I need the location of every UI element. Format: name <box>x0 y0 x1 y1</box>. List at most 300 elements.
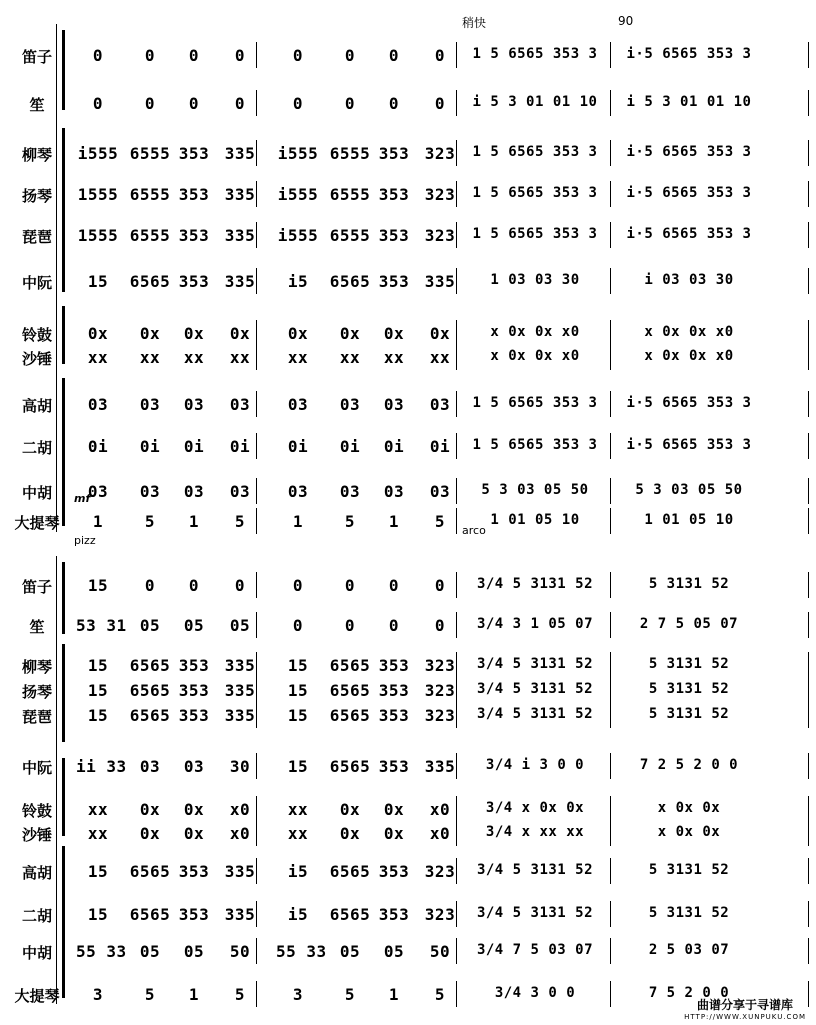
note-group: 15 <box>87 706 109 725</box>
arco-marking: arco <box>462 524 486 537</box>
staff-row <box>0 800 816 822</box>
note-group: i5 <box>287 862 309 881</box>
note-group: 1 <box>188 512 200 531</box>
note-group: 5 3131 52 <box>648 905 730 921</box>
note-group: 50 <box>429 942 451 961</box>
instrument-label: 中胡 <box>21 484 52 502</box>
barline <box>456 391 457 417</box>
barline <box>610 702 611 728</box>
note-group: 03 <box>383 482 405 501</box>
note-group: 1 <box>388 512 400 531</box>
barline <box>610 753 611 779</box>
note-group: i 5 3 01 01 10 <box>626 94 752 110</box>
note-group: 0i <box>183 437 205 456</box>
note-group: 323 <box>424 905 456 924</box>
barline <box>456 140 457 166</box>
note-group: 30 <box>229 757 251 776</box>
note-group: 353 <box>178 862 210 881</box>
barline <box>808 433 809 459</box>
barline <box>808 268 809 294</box>
note-group: i555 <box>277 226 319 245</box>
barline <box>256 652 257 678</box>
barline <box>256 42 257 68</box>
note-group: 03 <box>429 395 451 414</box>
barline <box>256 344 257 370</box>
note-group: 5 <box>234 512 246 531</box>
barline <box>610 572 611 598</box>
note-group: 6565 <box>329 905 371 924</box>
barline <box>256 612 257 638</box>
barline <box>610 181 611 207</box>
note-group: 15 <box>287 757 309 776</box>
barline <box>256 702 257 728</box>
note-group: 0 <box>144 46 156 65</box>
note-group: 0i <box>139 437 161 456</box>
note-group: 1 5 6565 353 3 <box>472 395 598 411</box>
barline <box>610 652 611 678</box>
note-group: x 0x 0x x0 <box>490 348 580 364</box>
note-group: 15 <box>87 681 109 700</box>
note-group: 353 <box>378 656 410 675</box>
note-group: 3/4 5 3131 52 <box>476 862 594 878</box>
barline <box>808 796 809 822</box>
barline <box>808 901 809 927</box>
tempo-marking: 稍快 <box>462 16 487 30</box>
staff-row <box>0 272 816 294</box>
note-group: 05 <box>229 616 251 635</box>
note-group: 05 <box>339 942 361 961</box>
note-group: 0 <box>92 94 104 113</box>
barline <box>808 320 809 346</box>
note-group: 03 <box>383 395 405 414</box>
note-group: 15 <box>287 706 309 725</box>
note-group: 6555 <box>129 185 171 204</box>
note-group: 0i <box>383 437 405 456</box>
barline <box>808 820 809 846</box>
note-group: 03 <box>429 482 451 501</box>
measure-cells <box>66 616 810 638</box>
measure-cells <box>66 757 810 779</box>
staff-row <box>0 94 816 116</box>
barline <box>256 981 257 1007</box>
barline <box>610 222 611 248</box>
note-group: x 0x 0x x0 <box>644 324 734 340</box>
measure-cells <box>66 942 810 964</box>
barline <box>610 42 611 68</box>
note-group: 353 <box>178 144 210 163</box>
measure-cells <box>66 512 810 534</box>
note-group: 55 33 <box>276 942 327 961</box>
staff-row <box>0 46 816 68</box>
note-group: 0 <box>188 576 200 595</box>
barline <box>808 652 809 678</box>
note-group: 6555 <box>129 144 171 163</box>
note-group: 353 <box>378 706 410 725</box>
note-group: 353 <box>378 905 410 924</box>
note-group: 3/4 x 0x 0x <box>485 800 585 816</box>
staff-row <box>0 226 816 248</box>
barline <box>808 90 809 116</box>
note-group: xx <box>87 348 109 367</box>
note-group: 3/4 x xx xx <box>485 824 585 840</box>
note-group: 1 <box>188 985 200 1004</box>
note-group: 0x <box>139 824 161 843</box>
barline <box>456 652 457 678</box>
note-group: 0 <box>434 576 446 595</box>
barline <box>610 140 611 166</box>
note-group: i555 <box>277 185 319 204</box>
note-group: 0 <box>434 94 446 113</box>
staff-row <box>0 757 816 779</box>
note-group: 6565 <box>329 272 371 291</box>
barline <box>456 320 457 346</box>
note-group: 6565 <box>129 272 171 291</box>
measure-cells <box>66 185 810 207</box>
barline <box>610 901 611 927</box>
note-group: 335 <box>424 757 456 776</box>
note-group: 1555 <box>77 185 119 204</box>
barline <box>256 901 257 927</box>
dynamic-mf: mf <box>74 492 91 505</box>
note-group: 3/4 5 3131 52 <box>476 905 594 921</box>
note-group: x0 <box>429 800 451 819</box>
note-group: 0 <box>292 576 304 595</box>
barline <box>256 320 257 346</box>
instrument-label: 高胡 <box>21 864 52 882</box>
note-group: 0 <box>234 46 246 65</box>
barline <box>610 433 611 459</box>
note-group: 0 <box>292 94 304 113</box>
note-group: 1 01 05 10 <box>644 512 734 528</box>
note-group: 0 <box>234 94 246 113</box>
barline <box>456 820 457 846</box>
staff-row <box>0 395 816 417</box>
note-group: 6565 <box>129 905 171 924</box>
note-group: 353 <box>178 185 210 204</box>
measure-cells <box>66 706 810 728</box>
note-group: 335 <box>224 905 256 924</box>
note-group: 1 <box>388 985 400 1004</box>
note-group: 03 <box>183 757 205 776</box>
barline <box>256 508 257 534</box>
note-group: 05 <box>183 942 205 961</box>
instrument-label: 大提琴 <box>14 514 60 532</box>
barline <box>456 753 457 779</box>
note-group: 335 <box>224 272 256 291</box>
measure-cells <box>66 656 810 678</box>
note-group: 03 <box>339 395 361 414</box>
staff-row <box>0 348 816 370</box>
measure-cells <box>66 800 810 822</box>
note-group: 03 <box>139 395 161 414</box>
barline <box>456 42 457 68</box>
barline <box>610 478 611 504</box>
note-group: 03 <box>183 482 205 501</box>
note-group: i·5 6565 353 3 <box>626 226 752 242</box>
staff-row <box>0 862 816 884</box>
instrument-label: 中阮 <box>21 274 52 292</box>
barline <box>808 938 809 964</box>
note-group: 6565 <box>329 681 371 700</box>
measure-cells <box>66 144 810 166</box>
note-group: x 0x 0x <box>657 824 721 840</box>
note-group: 7 5 2 0 0 <box>648 985 730 1001</box>
measure-cells <box>66 46 810 68</box>
note-group: 50 <box>229 942 251 961</box>
note-group: 5 3131 52 <box>648 862 730 878</box>
note-group: 03 <box>229 395 251 414</box>
note-group: 323 <box>424 706 456 725</box>
note-group: 1 01 05 10 <box>490 512 580 528</box>
note-group: i555 <box>77 144 119 163</box>
note-group: 15 <box>87 862 109 881</box>
staff-row <box>0 681 816 703</box>
instrument-label: 扬琴 <box>21 683 52 701</box>
note-group: 0x <box>87 324 109 343</box>
note-group: x0 <box>229 824 251 843</box>
note-group: 15 <box>87 272 109 291</box>
barline <box>456 433 457 459</box>
note-group: 0x <box>139 324 161 343</box>
note-group: 03 <box>87 482 109 501</box>
note-group: 335 <box>224 656 256 675</box>
barline <box>808 981 809 1007</box>
staff-row <box>0 616 816 638</box>
note-group: 353 <box>178 656 210 675</box>
note-group: 335 <box>224 862 256 881</box>
note-group: 3/4 7 5 03 07 <box>476 942 594 958</box>
pizz-marking: pizz <box>74 534 96 547</box>
note-group: 03 <box>339 482 361 501</box>
site-text: 曲谱分享于寻谱库 <box>697 998 794 1012</box>
note-group: 6555 <box>329 185 371 204</box>
barline <box>610 858 611 884</box>
note-group: 1 <box>292 512 304 531</box>
note-group: 5 3131 52 <box>648 656 730 672</box>
barline <box>456 90 457 116</box>
note-group: 0x <box>383 800 405 819</box>
measure-cells <box>66 272 810 294</box>
note-group: 0i <box>287 437 309 456</box>
note-group: 0 <box>344 576 356 595</box>
note-group: 1 5 6565 353 3 <box>472 144 598 160</box>
note-group: 335 <box>224 185 256 204</box>
barline <box>256 858 257 884</box>
note-group: 6565 <box>329 757 371 776</box>
barline <box>256 391 257 417</box>
note-group: 323 <box>424 681 456 700</box>
barline <box>256 478 257 504</box>
note-group: 03 <box>287 395 309 414</box>
note-group: 3/4 i 3 0 0 <box>485 757 585 773</box>
note-group: 0x <box>383 324 405 343</box>
instrument-label: 铃鼓 <box>21 326 52 344</box>
note-group: 5 3 03 05 50 <box>635 482 743 498</box>
barline <box>256 222 257 248</box>
barline <box>808 42 809 68</box>
barline <box>456 181 457 207</box>
note-group: i·5 6565 353 3 <box>626 185 752 201</box>
barline <box>456 344 457 370</box>
note-group: 03 <box>139 757 161 776</box>
barline <box>256 677 257 703</box>
barline <box>256 820 257 846</box>
note-group: 1 5 6565 353 3 <box>472 46 598 62</box>
barline <box>456 508 457 534</box>
note-group: xx <box>339 348 361 367</box>
measure-number: 90 <box>618 14 634 28</box>
note-group: 15 <box>87 905 109 924</box>
note-group: 0 <box>292 46 304 65</box>
instrument-label: 笛子 <box>21 578 52 596</box>
measure-cells <box>66 437 810 459</box>
note-group: i555 <box>277 144 319 163</box>
note-group: 353 <box>378 144 410 163</box>
note-group: xx <box>87 824 109 843</box>
note-group: 03 <box>139 482 161 501</box>
barline <box>808 702 809 728</box>
staff-row <box>0 512 816 534</box>
note-group: 0x <box>339 324 361 343</box>
barline <box>808 222 809 248</box>
note-group: 03 <box>87 395 109 414</box>
note-group: i·5 6565 353 3 <box>626 46 752 62</box>
measure-cells <box>66 905 810 927</box>
note-group: 335 <box>224 226 256 245</box>
note-group: 353 <box>178 706 210 725</box>
note-group: i·5 6565 353 3 <box>626 395 752 411</box>
note-group: xx <box>139 348 161 367</box>
barline <box>456 796 457 822</box>
note-group: 0 <box>388 576 400 595</box>
instrument-label: 笙 <box>29 96 45 114</box>
instrument-label: 笙 <box>29 618 45 636</box>
note-group: 1 5 6565 353 3 <box>472 185 598 201</box>
staff-row <box>0 706 816 728</box>
barline <box>256 90 257 116</box>
barline <box>256 938 257 964</box>
note-group: x0 <box>229 800 251 819</box>
note-group: 0 <box>388 616 400 635</box>
note-group: x 0x 0x x0 <box>490 324 580 340</box>
note-group: 353 <box>378 185 410 204</box>
note-group: i·5 6565 353 3 <box>626 144 752 160</box>
note-group: x 0x 0x <box>657 800 721 816</box>
barline <box>808 140 809 166</box>
note-group: 0 <box>188 46 200 65</box>
note-group: 0i <box>229 437 251 456</box>
barline <box>456 478 457 504</box>
note-group: 0x <box>383 824 405 843</box>
note-group: 0 <box>292 616 304 635</box>
note-group: 353 <box>378 757 410 776</box>
measure-cells <box>66 576 810 598</box>
note-group: 0x <box>183 800 205 819</box>
note-group: 5 3131 52 <box>648 681 730 697</box>
note-group: 3/4 5 3131 52 <box>476 576 594 592</box>
note-group: 0 <box>92 46 104 65</box>
note-group: 353 <box>178 272 210 291</box>
measure-cells <box>66 395 810 417</box>
measure-cells <box>66 348 810 370</box>
barline <box>610 90 611 116</box>
instrument-label: 中胡 <box>21 944 52 962</box>
note-group: 6565 <box>129 681 171 700</box>
note-group: 0 <box>388 94 400 113</box>
barline <box>256 796 257 822</box>
note-group: 6565 <box>329 656 371 675</box>
note-group: 3/4 3 0 0 <box>494 985 576 1001</box>
instrument-label: 铃鼓 <box>21 802 52 820</box>
instrument-label: 高胡 <box>21 397 52 415</box>
note-group: 335 <box>224 144 256 163</box>
instrument-label: 柳琴 <box>21 146 52 164</box>
note-group: 0 <box>188 94 200 113</box>
barline <box>610 391 611 417</box>
note-group: 15 <box>87 656 109 675</box>
note-group: 3/4 5 3131 52 <box>476 681 594 697</box>
note-group: 0x <box>339 824 361 843</box>
instrument-label: 中阮 <box>21 759 52 777</box>
note-group: 0 <box>344 46 356 65</box>
note-group: 5 <box>344 985 356 1004</box>
measure-cells <box>66 681 810 703</box>
barline <box>610 938 611 964</box>
note-group: 0 <box>144 94 156 113</box>
measure-cells <box>66 862 810 884</box>
note-group: 0 <box>388 46 400 65</box>
barline <box>610 320 611 346</box>
barline <box>456 677 457 703</box>
note-group: xx <box>383 348 405 367</box>
barline <box>808 181 809 207</box>
note-group: 323 <box>424 862 456 881</box>
note-group: 0x <box>339 800 361 819</box>
barline <box>456 702 457 728</box>
note-group: 0x <box>429 324 451 343</box>
barline <box>456 981 457 1007</box>
note-group: 0 <box>234 576 246 595</box>
note-group: 353 <box>178 226 210 245</box>
note-group: 5 3 03 05 50 <box>481 482 589 498</box>
note-group: 0 <box>344 94 356 113</box>
staff-row <box>0 437 816 459</box>
barline <box>256 753 257 779</box>
note-group: 353 <box>378 226 410 245</box>
barline <box>808 478 809 504</box>
barline <box>808 753 809 779</box>
note-group: 03 <box>183 395 205 414</box>
note-group: 335 <box>424 272 456 291</box>
measure-cells <box>66 482 810 504</box>
measure-cells <box>66 824 810 846</box>
note-group: 05 <box>383 942 405 961</box>
measure-cells <box>66 226 810 248</box>
note-group: 05 <box>139 942 161 961</box>
staff-row <box>0 144 816 166</box>
note-group: 2 5 03 07 <box>648 942 730 958</box>
barline <box>456 858 457 884</box>
note-group: 323 <box>424 144 456 163</box>
note-group: 1555 <box>77 226 119 245</box>
note-group: 1 5 6565 353 3 <box>472 437 598 453</box>
note-group: 3/4 5 3131 52 <box>476 656 594 672</box>
staff-row <box>0 324 816 346</box>
note-group: 335 <box>224 706 256 725</box>
measure-cells <box>66 324 810 346</box>
staff-row <box>0 656 816 678</box>
note-group: 03 <box>229 482 251 501</box>
